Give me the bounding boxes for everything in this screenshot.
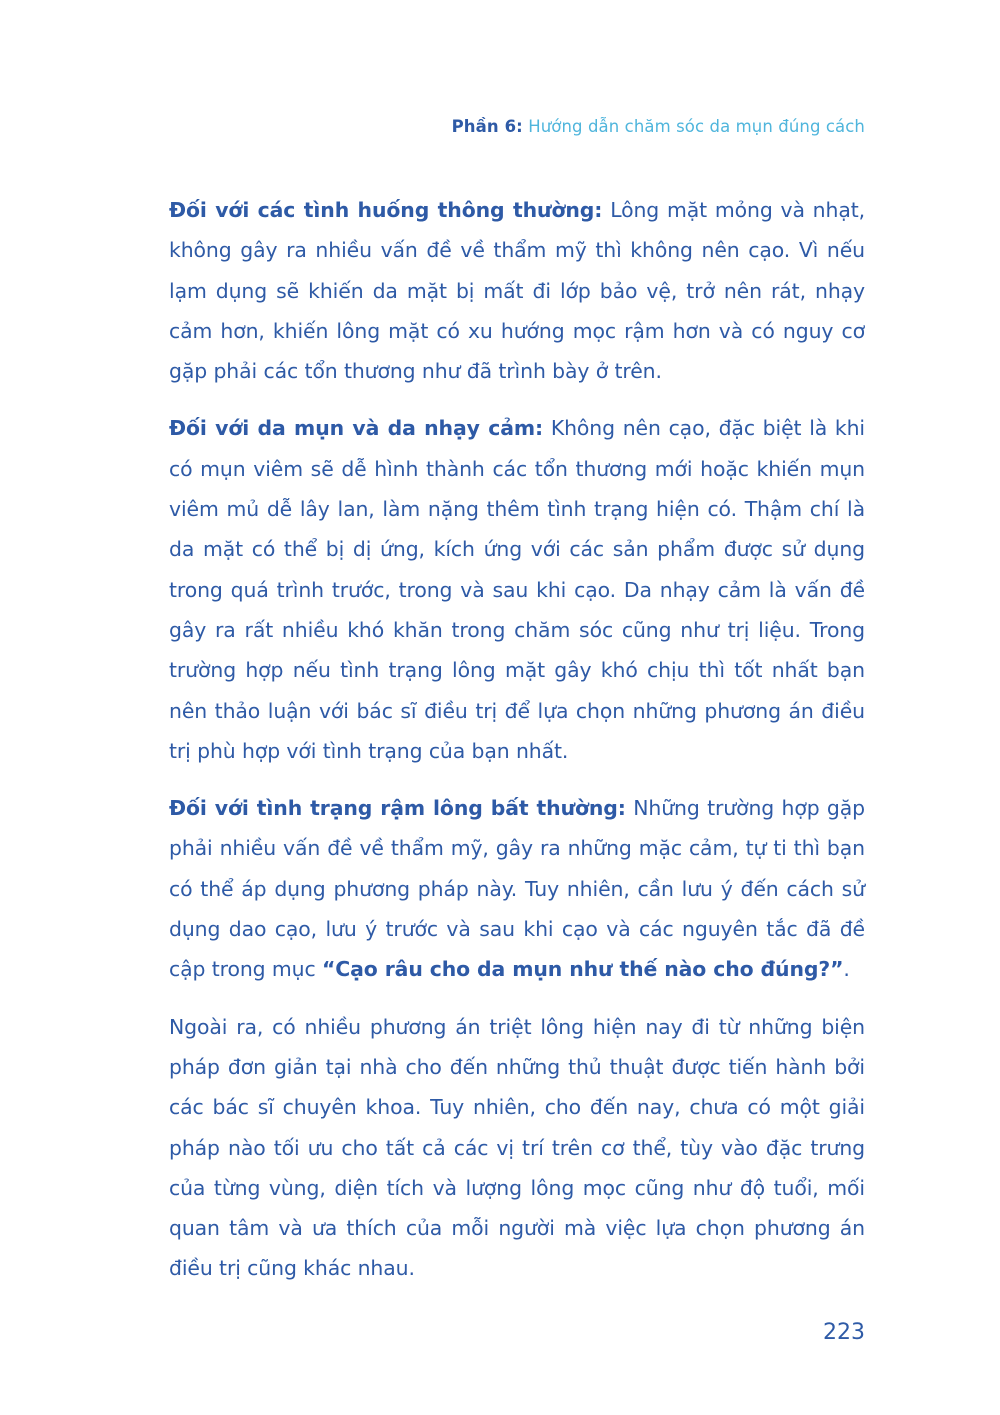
paragraph-text: Những trường hợp gặp phải nhiều vấn đề về thẩm mỹ, gây ra những mặc cảm, tự ti thì bạn có thể áp dụng phương pháp này. Tuy nhiên, cần lưu ý đến cách sử dụng dao cạo, lưu ý trước và sau khi cạo và các nguyên tắc đã đề cập trong mục: [169, 796, 865, 982]
paragraph-text: Không nên cạo, đặc biệt là khi có mụn viêm sẽ dễ hình thành các tổn thương mới hoặc khiến mụn viêm mủ dễ lây lan, làm nặng thêm tình trạng hiện có. Thậm chí là da mặt có thể bị dị ứng, kích ứng với các sản phẩm được sử dụng trong quá trình trước, trong và sau khi cạo. Da nhạy cảm là vấn đề gây ra rất nhiều khó khăn trong chăm sóc cũng như trị liệu. Trong trường hợp nếu tình trạng lông mặt gây khó chịu thì tốt nhất bạn nên thảo luận với bác sĩ điều trị để lựa chọn những phương án điều trị phù hợp với tình trạng của bạn nhất.: [169, 416, 866, 763]
paragraph-other-options: [169, 1007, 865, 1289]
running-header: [452, 117, 865, 136]
section-reference: “Cạo râu cho da mụn như thế nào cho đúng?”: [321, 957, 844, 982]
paragraph-abnormal-hair-growth: [169, 788, 865, 989]
paragraph-text: Ngoài ra, có nhiều phương án triệt lông hiện nay đi từ những biện pháp đơn giản tại nhà cho đến những thủ thuật được tiến hành bởi các bác sĩ chuyên khoa. Tuy nhiên, cho đến nay, chưa có một giải pháp nào tối ưu cho tất cả các vị trí trên cơ thể, tùy vào đặc trưng của từng vùng, diện tích và lượng lông mọc cũng như độ tuổi, mối quan tâm và ưa thích của mỗi người mà việc lựa chọn phương án điều trị cũng khác nhau.: [169, 1014, 865, 1281]
paragraph-lead: Đối với các tình huống thông thường:: [169, 198, 603, 222]
paragraph-normal-cases: [169, 190, 865, 391]
paragraph-tail: .: [843, 957, 850, 982]
part-title: Hướng dẫn chăm sóc da mụn đúng cách: [528, 117, 865, 136]
paragraph-acne-sensitive-skin: [169, 408, 865, 771]
page-number: 223: [823, 1320, 865, 1345]
paragraph-lead: Đối với tình trạng rậm lông bất thường:: [169, 796, 626, 821]
body-text: [169, 190, 865, 1306]
paragraph-text: Lông mặt mỏng và nhạt, không gây ra nhiều vấn đề về thẩm mỹ thì không nên cạo. Vì nếu lạm dụng sẽ khiến da mặt bị mất đi lớp bảo vệ, trở nên rát, nhạy cảm hơn, khiến lông mặt có xu hướng mọc rậm hơn và có nguy cơ gặp phải các tổn thương như đã trình bày ở trên.: [169, 198, 866, 384]
paragraph-lead: Đối với da mụn và da nhạy cảm:: [169, 416, 544, 441]
part-label: Phần 6:: [451, 117, 523, 136]
